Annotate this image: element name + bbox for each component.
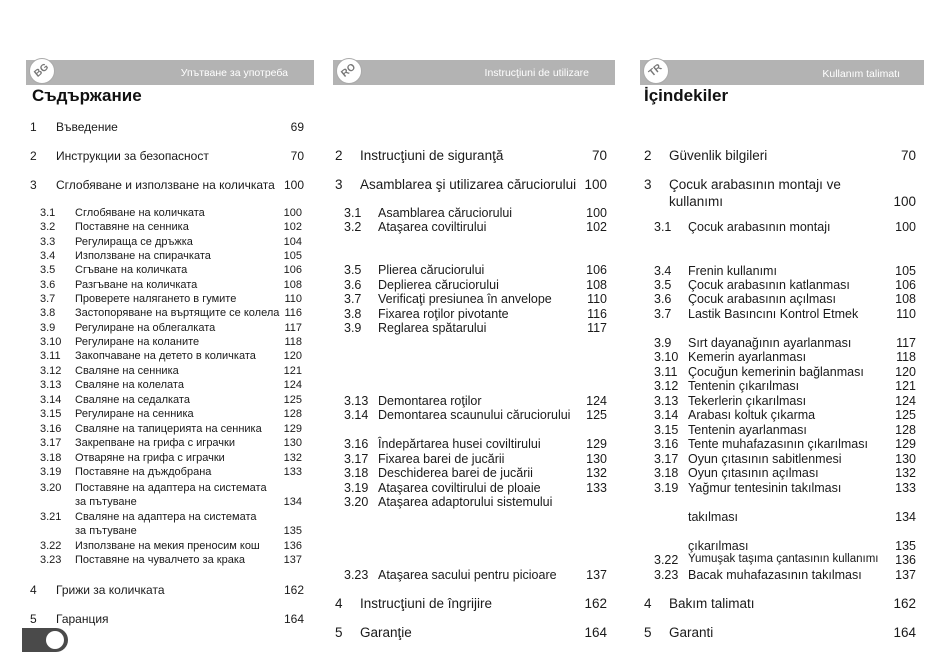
language-badge-tr: TR: [643, 58, 669, 84]
language-badge-ro: RO: [336, 58, 362, 84]
language-banner-bg: [26, 60, 314, 85]
toc-heading-bg: Съдържание: [32, 86, 142, 105]
page-corner-tab: [22, 628, 68, 652]
banner-title-ro: Instrucţiuni de utilizare: [484, 67, 589, 79]
toc-column-tr: TR Kullanım talimatı İçindekiler 2 Güvenlik bilgileri 70 3 Çocuk arabasının montajı ve kullanımı 100 3.1 Çocuk arabasının montajı 100 3.4 Frenin kullanımı 105 3.5 Çocuk arabasının katlanması 106 3.6 Çocuk arabasının açılması 108 3.7 Lastik Basıncını Kontrol Etmek 110 3.9 Sırt dayanağının ayarlanması 117 3.10 Kemerin ayarlanması 118 3.11 Çocuğun kemerinin bağlanması 120 3.12 Tentenin çıkarılması 121 3.13 Tekerlerin çıkarılması 124 3.14 Arabası koltuk çıkarma 125 3.15 Tentenin ayarlanması 128 3.16 Tente muhafazasının çıkarılması 129 3.17 Oyun çıtasının sabitlenmesi 130 3.18 Oyun çıtasının açılması 132 3.19 Yağmur tentesinin takılması 133 takılması 134 çıkarılması 135 3.22 Yumuşak taşıma çantasının kullanımı 136 3.23 Bacak muhafazasının takılması 137 4 Bakım talimatı 162 5 Garanti 164: [640, 0, 924, 672]
language-banner-ro: [333, 60, 615, 85]
toc-column-ro: RO Instrucţiuni de utilizare 2 Instrucţiuni de siguranţă 70 3 Asamblarea şi utilizarea căruciorului 100 3.1 Asamblarea căruciorului 100 3.2 Ataşarea coviltirului 102 3.5 Plierea căruciorului 106 3.6 Deplierea căruciorului 108 3.7 Verificaţi presiunea în anvelope 110 3.8 Fixarea roţilor pivotante 116 3.9 Reglarea spătarului 117 3.13 Demontarea roţilor 124 3.14 Demontarea scaunului căruciorului 125 3.16 Îndepărtarea husei coviltirului 129 3.17 Fixarea barei de jucării 130 3.18 Deschiderea barei de jucării 132 3.19 Ataşarea coviltirului de ploaie 133 3.20 Ataşarea adaptorului sistemului 3.23 Ataşarea sacului pentru picioare 137 4 Instrucţiuni de îngrijire 162 5 Garanţie 164: [333, 0, 615, 672]
language-badge-bg: BG: [29, 58, 55, 84]
page-corner-dot: [46, 631, 64, 649]
toc-column-bg: BG Упътване за употреба Съдържание 1 Въведение 69 2 Инструкции за безопасност 70 3 Сглобяване и използване на количката 100 3.1 Сглобяване на количката 100 3.2 Поставяне на сенника 102 3.3 Регулираща се дръжка 104 3.4 Използване на спирачката 105 3.5 Сгъване на количката 106 3.6 Разгъване на количката 108 3.7 Проверете налягането в гумите 110 3.8 Застопоряване на въртящите се колела 116 3.9 Регулиране на облегалката 117 3.10 Регулиране на колaните 118 3.11 Закопчаване на детето в количката 120 3.12 Сваляне на сенника 121 3.13 Сваляне на колелата 124 3.14 Сваляне на седалката 125 3.15 Регулиране на сенника 128 3.16 Сваляне на тапицерията на сенника 129 3.17 Закрепване на грифа с играчки 130 3.18 Отваряне на грифа с играчки 132 3.19 Поставяне на дъждобрана 133 3.20 Поставяне на адаптера на системата за пътуване 134 3.21 Сваляне на адаптера на системата за пътуване 135 3.22 Използване на мекия преносим кош 136 3.23 Поставяне на чувалчето за крака 137 4 Грижи за количката 162 5 Гаранция 164: [26, 0, 314, 672]
toc-heading-tr: İçindekiler: [644, 86, 729, 105]
banner-title-tr: Kullanım talimatı: [822, 68, 900, 80]
banner-title-bg: Упътване за употреба: [180, 67, 288, 79]
language-banner-tr: [640, 60, 924, 85]
